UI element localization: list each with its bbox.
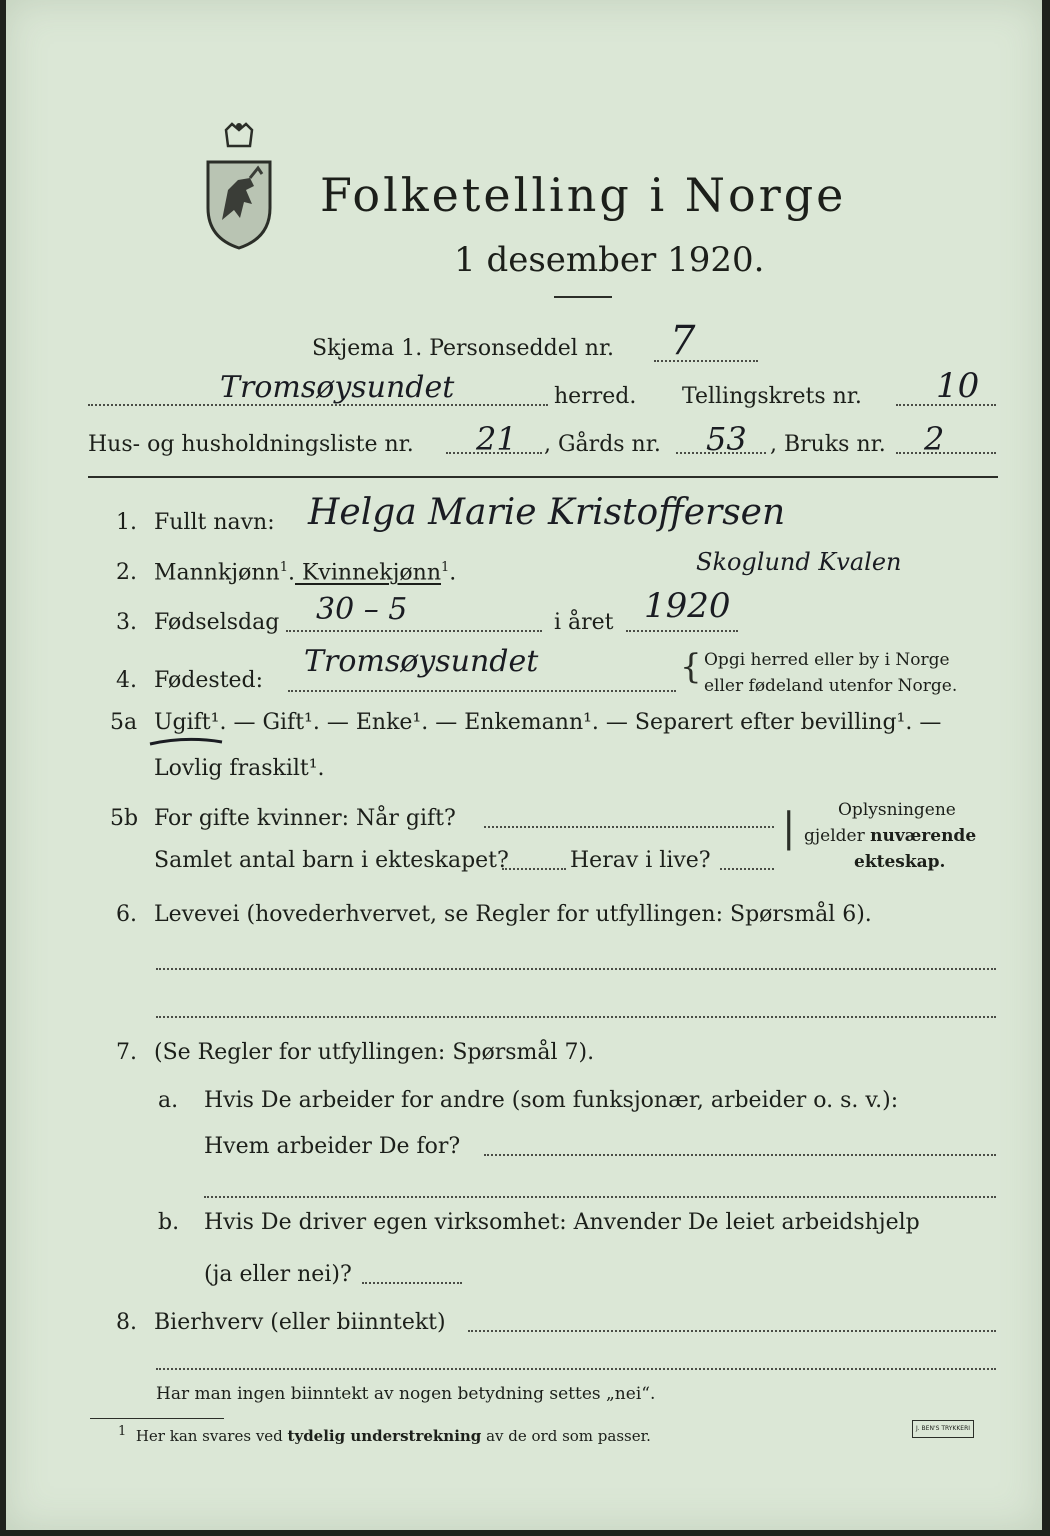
footnote-rule xyxy=(90,1418,224,1419)
q3-year-label: i året xyxy=(554,610,614,635)
census-date: 1 desember 1920. xyxy=(454,240,765,280)
q5b-note-2a: gjelder xyxy=(804,826,871,846)
q7b-answer-line xyxy=(362,1282,462,1284)
printer-stamp: J. BEN'S TRYKKERI xyxy=(912,1420,974,1438)
q8-text: Bierhverv (eller biinntekt) xyxy=(154,1310,446,1335)
personseddel-value[interactable]: 7 xyxy=(670,318,696,364)
q2-footnote-mark-2: 1 xyxy=(441,560,450,575)
hus-value[interactable]: 21 xyxy=(476,420,517,458)
q3-year-line xyxy=(626,630,738,632)
q7a-letter: a. xyxy=(158,1088,179,1113)
q5b-alive-line xyxy=(720,868,774,870)
q5b-children-line xyxy=(502,868,566,870)
page-title: Folketelling i Norge xyxy=(320,168,847,222)
q5b-note-2 xyxy=(804,826,976,846)
q3-line xyxy=(286,630,542,632)
hus-label: Hus- og husholdningsliste nr. xyxy=(88,432,414,457)
q5b-note-3: ekteskap. xyxy=(854,852,946,872)
tellingskrets-label: Tellingskrets nr. xyxy=(682,384,862,409)
bruks-value[interactable]: 2 xyxy=(924,420,945,458)
q5a-options[interactable]: Ugift¹. — Gift¹. — Enke¹. — Enkemann¹. — Separert efter bevilling¹. — xyxy=(154,710,942,735)
q3-year[interactable]: 1920 xyxy=(644,586,731,626)
q7b-letter: b. xyxy=(158,1210,180,1235)
footnote-text-b: tydelig understrekning xyxy=(287,1427,482,1445)
q8-number: 8. xyxy=(116,1310,137,1335)
ugift-underline-mark xyxy=(146,732,226,752)
footnote xyxy=(118,1424,651,1445)
q3-birthday[interactable]: 30 – 5 xyxy=(316,592,408,627)
q5b-brace: | xyxy=(782,805,796,851)
q7b-text-2: (ja eller nei)? xyxy=(204,1262,352,1287)
q6-answer-line-2 xyxy=(156,1016,996,1018)
bruks-line xyxy=(896,452,996,454)
gards-value[interactable]: 53 xyxy=(706,420,747,458)
q4-line xyxy=(288,690,676,692)
q6-number: 6. xyxy=(116,902,137,927)
coat-of-arms-icon xyxy=(198,120,280,250)
q2-female[interactable]: Kvinnekjønn xyxy=(295,560,441,586)
q5a-number: 5a xyxy=(110,710,138,735)
herred-value[interactable]: Tromsøysundet xyxy=(220,370,455,405)
herred-label: herred. xyxy=(554,384,637,409)
q7-text: (Se Regler for utfyllingen: Spørsmål 7). xyxy=(154,1040,595,1065)
q7a-answer-line-1 xyxy=(484,1154,996,1156)
q5b-alive-label: Herav i live? xyxy=(570,848,711,873)
q2-male[interactable]: Mannkjønn xyxy=(154,560,280,586)
q5b-married-label: For gifte kvinner: Når gift? xyxy=(154,806,456,831)
census-form xyxy=(6,0,1042,1530)
q5b-note-1: Oplysningene xyxy=(838,800,956,820)
q4-note-1: Opgi herred eller by i Norge xyxy=(704,650,950,670)
bruks-label: , Bruks nr. xyxy=(770,432,886,457)
q6-text: Levevei (hovederhvervet, se Regler for utfyllingen: Spørsmål 6). xyxy=(154,902,872,927)
q6-answer-line-1 xyxy=(156,968,996,970)
q5b-children-label: Samlet antal barn i ekteskapet? xyxy=(154,848,509,873)
q1-label: Fullt navn: xyxy=(154,510,275,535)
footnote-mark: 1 xyxy=(118,1424,127,1439)
header-divider xyxy=(88,476,998,478)
skjema-label: Skjema 1. Personseddel nr. xyxy=(312,336,615,361)
q7a-text: Hvis De arbeider for andre (som funksjonær, arbeider o. s. v.): xyxy=(204,1088,899,1113)
q3-label: Fødselsdag xyxy=(154,610,280,635)
q5b-married-line xyxy=(484,826,774,828)
q8-answer-line-1 xyxy=(468,1330,996,1332)
q2-options xyxy=(154,560,456,585)
q2-period: . xyxy=(288,560,295,586)
q1-full-name[interactable]: Helga Marie Kristoffersen xyxy=(308,492,786,533)
q4-birthplace[interactable]: Tromsøysundet xyxy=(304,644,539,679)
gards-label: , Gårds nr. xyxy=(544,432,661,457)
q4-label: Fødested: xyxy=(154,668,264,693)
q7-number: 7. xyxy=(116,1040,137,1065)
q1-number: 1. xyxy=(116,510,137,535)
divider xyxy=(554,296,612,298)
q7b-text: Hvis De driver egen virksomhet: Anvender De leiet arbeidshjelp xyxy=(204,1210,920,1235)
tellingskrets-value[interactable]: 10 xyxy=(936,366,980,406)
q8-note: Har man ingen biinntekt av nogen betydning settes „nei“. xyxy=(156,1384,656,1404)
q2-period-2: . xyxy=(449,560,457,586)
q8-answer-line-2 xyxy=(156,1368,996,1370)
footnote-text-a: Her kan svares ved xyxy=(135,1427,288,1445)
q4-number: 4. xyxy=(116,668,137,693)
q5b-note-2b: nuværende xyxy=(870,826,977,846)
q5a-options-line-2[interactable]: Lovlig fraskilt¹. xyxy=(154,756,325,781)
q5b-number: 5b xyxy=(110,806,139,831)
q4-note-2: eller fødeland utenfor Norge. xyxy=(704,676,958,696)
q2-number: 2. xyxy=(116,560,137,585)
q2-footnote-mark: 1 xyxy=(279,560,288,575)
footnote-text-c: av de ord som passer. xyxy=(481,1427,651,1445)
q4-brace: { xyxy=(680,647,702,687)
q1-full-name-continued[interactable]: Skoglund Kvalen xyxy=(696,548,902,576)
q7a-answer-line-2 xyxy=(204,1196,996,1198)
q7a-text-2: Hvem arbeider De for? xyxy=(204,1134,461,1159)
q3-number: 3. xyxy=(116,610,137,635)
